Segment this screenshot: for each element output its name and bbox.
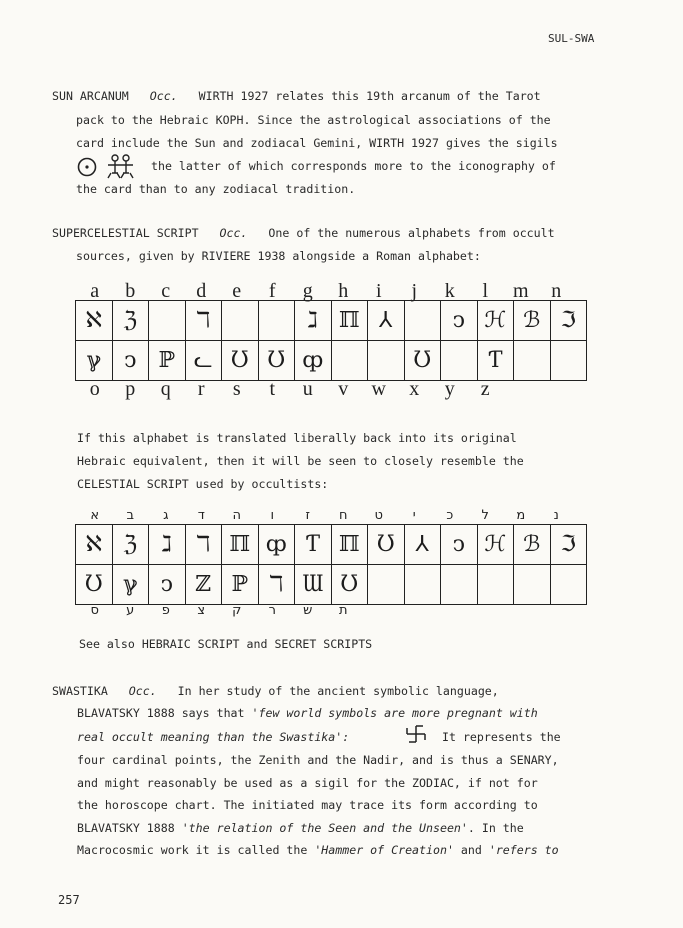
glyph-cell: ℿ <box>331 525 368 565</box>
glyph-row <box>76 341 587 381</box>
entry-text: and might reasonably be used as a sigil for the ZODIAC, if not for <box>77 776 538 790</box>
hebrew-letter: ז <box>305 508 311 523</box>
entry-swastika <box>52 684 499 698</box>
glyph-cell: ℷ <box>149 525 186 565</box>
roman-letter: c <box>161 280 171 302</box>
roman-letter: d <box>196 280 207 302</box>
roman-letter: j <box>411 280 418 302</box>
hebrew-letter: ס <box>90 603 99 618</box>
glyph-cell: Ƭ <box>295 525 332 565</box>
glyph-cell <box>550 565 587 605</box>
entry-text: It represents the <box>442 730 561 744</box>
glyph-cell: ℑ <box>550 301 587 341</box>
glyph-cell <box>550 341 587 381</box>
glyph-cell: ℸ <box>185 525 222 565</box>
quotation: 'Hammer of Creation' <box>314 843 454 857</box>
celestial-alphabet-table <box>75 524 587 605</box>
glyph-cell: Ɯ <box>295 565 332 605</box>
hebrew-letter: ח <box>339 508 348 523</box>
hebrew-letter: ו <box>270 508 275 523</box>
body-text: Hebraic equivalent, then it will be seen to closely resemble the <box>77 454 524 468</box>
roman-letter: w <box>371 378 386 400</box>
hebrew-letter: נ <box>553 508 559 523</box>
hebrew-letter: ק <box>232 603 242 618</box>
entry-text <box>77 706 538 720</box>
entry-term: SUN ARCANUM <box>52 89 129 103</box>
glyph-cell: ℵ <box>76 525 113 565</box>
entry-text <box>77 821 524 835</box>
roman-letter: e <box>232 280 242 302</box>
glyph-cell: ↄ <box>112 341 149 381</box>
hebrew-letter: ד <box>197 508 205 523</box>
supercelestial-alphabet-table <box>75 300 587 381</box>
entry-term: SWASTIKA <box>52 684 108 698</box>
entry-term: SUPERCELESTIAL SCRIPT <box>52 226 199 240</box>
entry-text-part: BLAVATSKY 1888 <box>77 821 182 835</box>
entry-text: the card than to any zodiacal tradition. <box>76 182 356 196</box>
glyph-cell: ᓚ <box>185 341 222 381</box>
body-text: If this alphabet is translated liberally back into its original <box>77 431 517 445</box>
glyph-cell: Ƭ <box>477 341 514 381</box>
glyph-row <box>76 301 587 341</box>
glyph-cell <box>368 565 405 605</box>
roman-letter: z <box>480 378 490 400</box>
entry-text: sources, given by RIVIERE 1938 alongside a Roman alphabet: <box>76 249 481 263</box>
hebrew-letter: ע <box>126 603 135 618</box>
hebrew-letter: ת <box>338 603 348 618</box>
hebrew-letter: ש <box>303 603 313 618</box>
glyph-cell <box>368 341 405 381</box>
roman-letter: y <box>444 378 455 400</box>
glyph-cell: ℽ <box>112 565 149 605</box>
body-text: CELESTIAL SCRIPT used by occultists: <box>77 477 329 491</box>
roman-letter: k <box>444 280 455 302</box>
hebrew-letter: כ <box>446 508 454 523</box>
hebrew-letter: מ <box>516 508 526 523</box>
glyph-cell: ȹ <box>295 341 332 381</box>
glyph-cell <box>477 565 514 605</box>
entry-supercelestial-script <box>52 226 555 240</box>
entry-text: One of the numerous alphabets from occult <box>268 226 555 240</box>
glyph-cell: ℽ <box>76 341 113 381</box>
roman-letter: n <box>551 280 562 302</box>
hebrew-letter: פ <box>161 603 170 618</box>
entry-tag: Occ. <box>149 89 178 103</box>
glyph-cell: ℋ <box>477 525 514 565</box>
entry-text <box>77 843 559 857</box>
hebrew-letter: ר <box>268 603 276 618</box>
glyph-cell: ℤ <box>185 565 222 605</box>
gemini-sigil-icon <box>104 153 138 179</box>
glyph-cell: ℸ <box>185 301 222 341</box>
glyph-row <box>76 565 587 605</box>
sun-sigil-icon <box>76 156 98 178</box>
quotation: 'refers to <box>488 843 559 857</box>
entry-text: the horoscope chart. The initiated may trace its form according to <box>77 798 538 812</box>
glyph-cell <box>514 341 551 381</box>
running-head: SUL-SWA <box>548 32 595 45</box>
glyph-cell: ℋ <box>477 301 514 341</box>
entry-text: card include the Sun and zodiacal Gemini, WIRTH 1927 gives the sigils <box>76 136 558 150</box>
glyph-cell: ℑ <box>550 525 587 565</box>
roman-letter: o <box>89 378 100 400</box>
glyph-cell: ȹ <box>258 525 295 565</box>
roman-letter: f <box>268 280 276 302</box>
glyph-cell <box>404 565 441 605</box>
roman-letter: t <box>269 378 276 400</box>
glyph-cell: ℙ <box>222 565 259 605</box>
entry-text: In her study of the ancient symbolic language, <box>177 684 499 698</box>
entry-text-part: BLAVATSKY 1888 says that <box>77 706 252 720</box>
glyph-cell: ℬ <box>514 525 551 565</box>
glyph-cell: ↄ <box>441 525 478 565</box>
entry-tag: Occ. <box>128 684 157 698</box>
entry-text: four cardinal points, the Zenith and the Nadir, and is thus a SENARY, <box>77 753 559 767</box>
glyph-cell: ⅄ <box>404 525 441 565</box>
glyph-cell: ↄ <box>149 565 186 605</box>
glyph-cell: ℨ <box>112 301 149 341</box>
glyph-cell <box>514 565 551 605</box>
entry-text: WIRTH 1927 relates this 19th arcanum of the Tarot <box>198 89 541 103</box>
roman-letter: a <box>90 280 100 302</box>
glyph-cell: Ʊ <box>404 341 441 381</box>
hebrew-letter: ט <box>374 508 383 523</box>
glyph-cell <box>222 301 259 341</box>
glyph-cell: ↄ <box>441 301 478 341</box>
glyph-cell: ℨ <box>112 525 149 565</box>
roman-letter: v <box>338 378 349 400</box>
roman-letter: b <box>125 280 136 302</box>
roman-letter: m <box>512 280 529 302</box>
entry-text-part: . In the <box>467 821 524 835</box>
entry-tag: Occ. <box>219 226 248 240</box>
roman-letter: h <box>338 280 349 302</box>
roman-letter: q <box>160 378 171 400</box>
quotation: 'few world symbols are more pregnant with <box>251 706 538 720</box>
hebrew-letter: ג <box>163 508 169 523</box>
hebrew-letter: ב <box>126 508 135 523</box>
glyph-cell: Ʊ <box>368 525 405 565</box>
page-number: 257 <box>58 893 80 907</box>
hebrew-letter: צ <box>197 603 206 618</box>
glyph-cell: ℸ <box>258 565 295 605</box>
quotation: 'the relation of the Seen and the Unseen' <box>181 821 468 835</box>
hebrew-letter: י <box>412 508 416 523</box>
entry-text: pack to the Hebraic KOPH. Since the astrological associations of the <box>76 113 551 127</box>
glyph-cell <box>441 341 478 381</box>
glyph-cell: Ʊ <box>331 565 368 605</box>
glyph-cell: Ʊ <box>76 565 113 605</box>
hebrew-letter: ה <box>232 508 241 523</box>
glyph-cell <box>441 565 478 605</box>
glyph-cell: ℵ <box>76 301 113 341</box>
glyph-cell: Ʊ <box>222 341 259 381</box>
quotation: real occult meaning than the Swastika': <box>77 730 350 744</box>
roman-letter: x <box>409 378 420 400</box>
glyph-row <box>76 525 587 565</box>
roman-letter: s <box>232 378 241 400</box>
roman-letter: p <box>125 378 136 400</box>
glyph-cell <box>331 341 368 381</box>
entry-text-part: Macrocosmic work it is called the <box>77 843 315 857</box>
glyph-cell <box>258 301 295 341</box>
glyph-cell: ℷ <box>295 301 332 341</box>
roman-letter: g <box>302 280 313 302</box>
swastika-sigil-icon <box>404 724 428 744</box>
entry-text: the latter of which corresponds more to the iconography of <box>151 159 556 173</box>
hebrew-letter: ל <box>481 508 489 523</box>
entry-sun-arcanum <box>52 89 541 103</box>
hebrew-letter: א <box>90 508 100 523</box>
glyph-cell <box>149 301 186 341</box>
glyph-cell: ⅄ <box>368 301 405 341</box>
roman-letter: l <box>482 280 489 302</box>
roman-letter: r <box>197 378 205 400</box>
glyph-cell <box>404 301 441 341</box>
glyph-cell: ℿ <box>222 525 259 565</box>
glyph-cell: Ʊ <box>258 341 295 381</box>
glyph-cell: ℙ <box>149 341 186 381</box>
roman-letter: u <box>302 378 313 400</box>
glyph-cell: ℿ <box>331 301 368 341</box>
entry-text-part: and <box>453 843 489 857</box>
cross-reference: See also HEBRAIC SCRIPT and SECRET SCRIPTS <box>79 637 373 651</box>
roman-letter: i <box>375 280 382 302</box>
glyph-cell: ℬ <box>514 301 551 341</box>
